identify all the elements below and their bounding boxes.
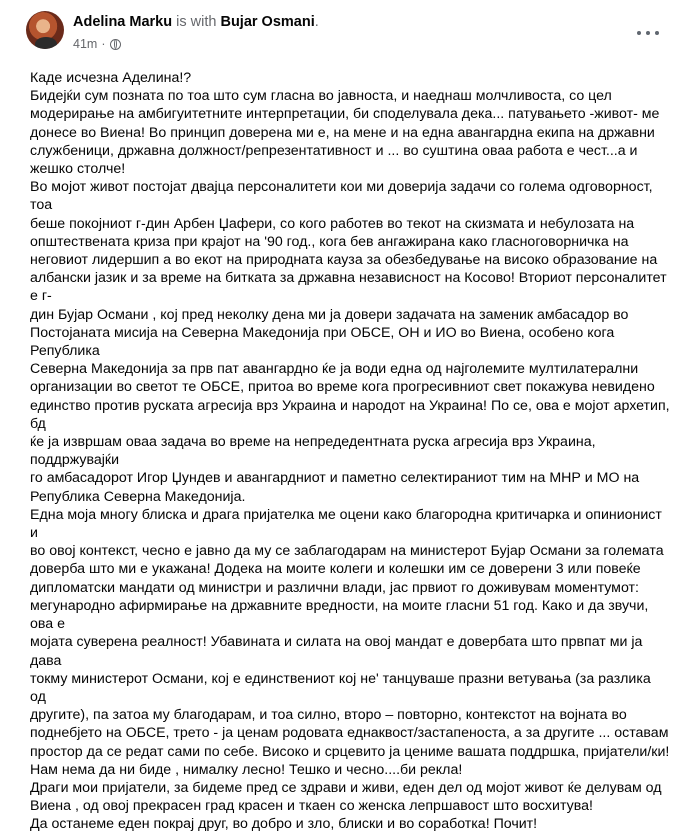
separator-dot: · (101, 37, 106, 51)
more-options-icon[interactable] (637, 26, 659, 40)
author-line (73, 14, 319, 31)
timestamp-line (73, 37, 319, 51)
globe-icon[interactable] (110, 39, 121, 50)
post-meta (73, 14, 319, 51)
post-paragraph-2: Во мојот живот постојат двајца персоналитети кои ми доверија задачи со голема одговорност, тоа беше покојниот г-дин Арбен Џафери, со кого работев во текот на скизмата и небулозата на општествената криза при крајот на '90 год., кога бев ангажирана како гласноговорничка на неговиот лидершип а во екот на природната кауза за обезбедување на високо образование на албански јазик и за време на битката за државна независност на Косово! Вториот персоналитет е г- дин Бујар Османи , кој пред неколку дена ми ја довери задачата на заменик амбасадор во Постојаната мисија на Северна Македонија при ОБСЕ, ОН и ИО во Виена, особено кога Република Северна Македонија за прв пат авангардно ќе ја води една од најголемите мултилатерални организации во светот те ОБСЕ, притоа во време кога прогресивниот свет покажува невидено единство против руската агресија врз Украина и народот на Украина! По се, ова е мојот архетип, бд ќе ја извршам оваа задача во време на непредедентната руска агресија врз Украина, поддржувајќи го амбасадорот Игор Џундев и авангардниот и паметно селектираниот тим на МНР и МО на Република Северна Македонија. (30, 179, 670, 505)
post-paragraph-3: Една моја многу блиска и драга пријателка ме оцени како благородна критичарка и опинионист и во овој контекст, чесно е јавно да му се заблагодарам на министерот Бујар Османи за големата доверба што ми е укажана! Додека на моите колеги и колешки им се доверени 3 или повеќе дипломатски мандати од министри и различни влади, јас првиот го доживувам моментумот: мегународно афирмирање на државните вредности, на моите гласни 51 год. Како и да звучи, ова е мојата суверена реалност! Убавината и силата на овој мандат е довербата што првпат ми ја дава токму министерот Османи, кој е единствениот кој не' танцуваше празни ветувања (за разлика од другите), па затоа му благодарам, и тоа силно, второ – повторно, контекстот на војната во поднебјето на ОБСЕ, трето - ја ценам родовата еднаквост/застапеноста, а за другите ... оставам простор да се редат сами по себе. Високо и срцевито ја цениме вашата поддршка, пријатели/ки! Нам нема да ни биде , нималку лесно! Тешко и чесно....би рекла! Драги мои пријатели, за бидеме пред се здрави и живи, еден дел од мојот живот ќе делувам од Виена , од овој прекрасен град красен и ткаен со женска лепршавост што восхитува! Да останеме еден покрај друг, во добро и зло, блиски и во соработка! Почит! (30, 506, 670, 833)
author-name-link[interactable]: Adelina Marku (73, 14, 173, 30)
more-dot-1 (637, 31, 641, 35)
avatar[interactable] (26, 11, 64, 49)
more-dot-2 (646, 31, 650, 35)
post-body (30, 69, 670, 834)
tagged-person-link[interactable]: Bujar Osmani (220, 14, 315, 30)
more-dot-3 (655, 31, 659, 35)
tagged-suffix: . (314, 14, 319, 30)
post-header (26, 11, 319, 51)
post-paragraph-1: Каде исчезна Аделина!? Бидејќи сум позната по тоа што сум гласна во јавноста, и наеднаш молчливоста, со цел модерирање на амбигуитетните интерпретации, би споделувала дека... патувањето -живот- ме донесе во Виена! Во принцип доверена ми е, на мене и на една авангардна екипа на државни службеници, државна должност/репрезентативност и ... во суштина оваа работа е чест...а и жешко столче! (30, 70, 660, 178)
timestamp-link[interactable]: 41m (73, 37, 98, 51)
with-text: is with (176, 14, 217, 30)
